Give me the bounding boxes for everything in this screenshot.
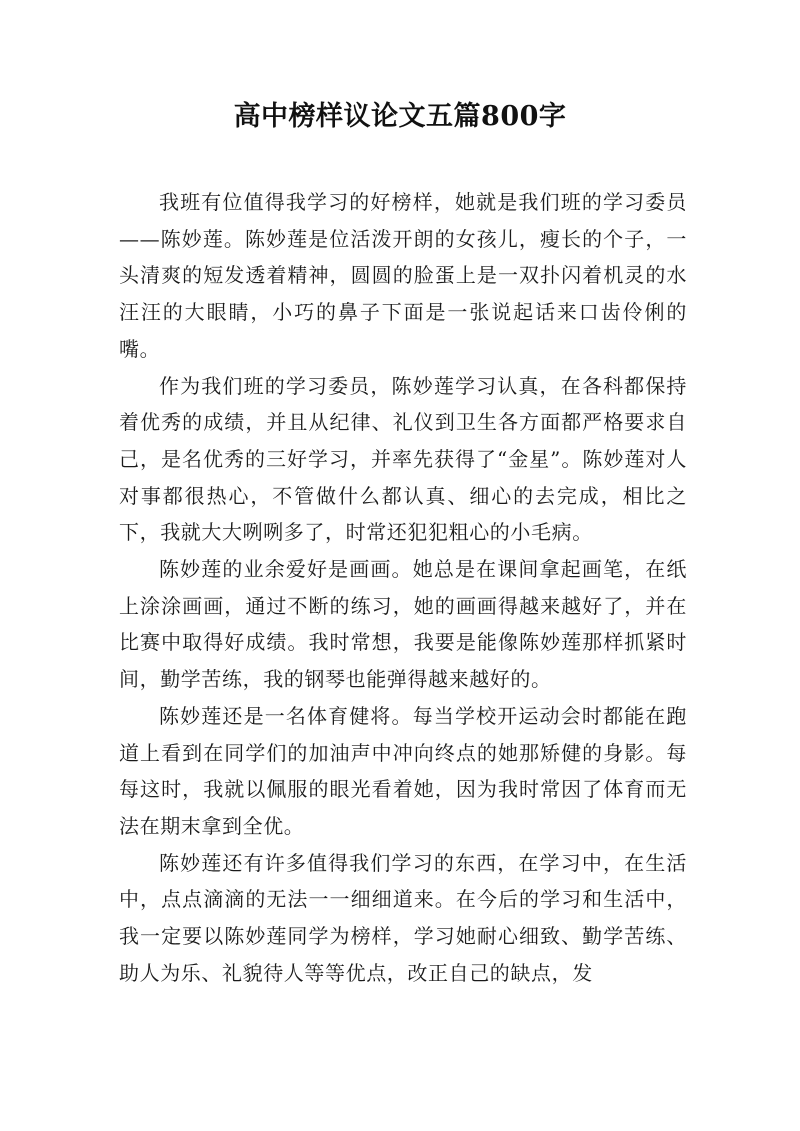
paragraph: 陈妙莲还是一名体育健将。每当学校开运动会时都能在跑道上看到在同学们的加油声中冲向终点的她那矫健的身影。每每这时，我就以佩服的眼光看着她，因为我时常因了体育而无法在期末拿到全优。 [119, 703, 687, 838]
document-body [119, 184, 687, 991]
paragraph: 作为我们班的学习委员，陈妙莲学习认真，在各科都保持着优秀的成绩，并且从纪律、礼仪到卫生各方面都严格要求自己，是名优秀的三好学习，并率先获得了“金星”。陈妙莲对人对事都很热心，不管做什么都认真、细心的去完成，相比之下，我就大大咧咧多了，时常还犯犯粗心的小毛病。 [119, 373, 687, 545]
paragraph: 陈妙莲还有许多值得我们学习的东西，在学习中，在生活中，点点滴滴的无法一一细细道来。在今后的学习和生活中，我一定要以陈妙莲同学为榜样，学习她耐心细致、勤学苦练、助人为乐、礼貌待人等等优点，改正自己的缺点，发 [119, 850, 687, 985]
document-title: 高中榜样议论文五篇800字 [233, 101, 567, 132]
paragraph: 我班有位值得我学习的好榜样，她就是我们班的学习委员——陈妙莲。陈妙莲是位活泼开朗的女孩儿，瘦长的个子，一头清爽的短发透着精神，圆圆的脸蛋上是一双扑闪着机灵的水汪汪的大眼睛，小巧的鼻子下面是一张说起话来口齿伶俐的嘴。 [119, 190, 687, 361]
paragraph: 陈妙莲的业余爱好是画画。她总是在课间拿起画笔，在纸上涂涂画画，通过不断的练习，她的画画得越来越好了，并在比赛中取得好成绩。我时常想，我要是能像陈妙莲那样抓紧时间，勤学苦练，我的钢琴也能弹得越来越好的。 [119, 557, 687, 692]
